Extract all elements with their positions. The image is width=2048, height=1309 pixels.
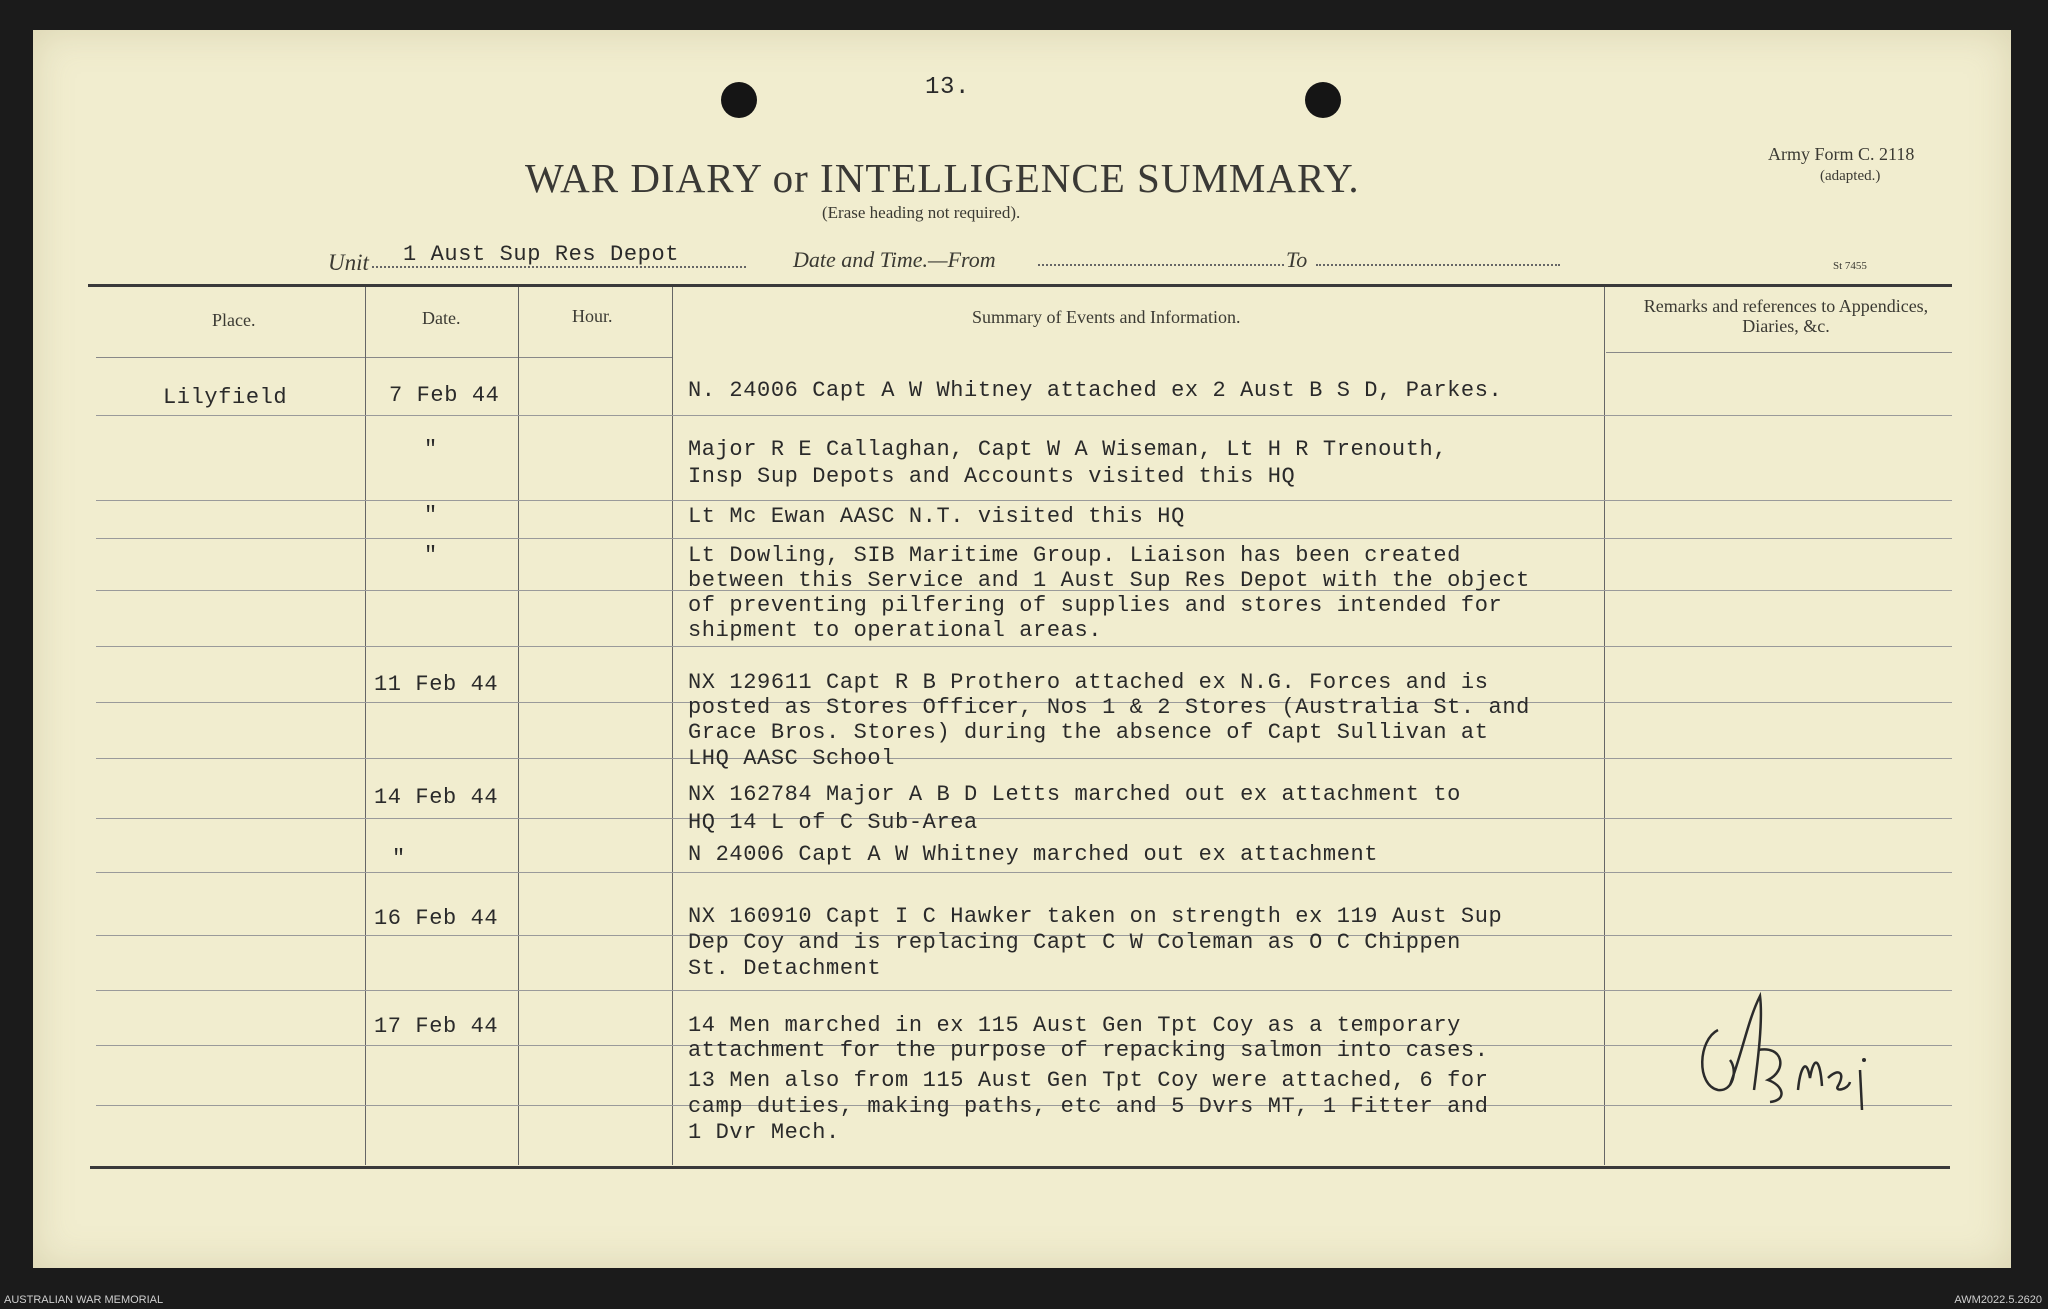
column-header-place: Place.	[212, 310, 256, 330]
footer-accession-number: AWM2022.5.2620	[1954, 1294, 2042, 1306]
ruled-line	[96, 758, 1952, 759]
punch-hole-left	[721, 82, 757, 118]
entry-date-ditto: "	[424, 503, 438, 528]
entry-place: Lilyfield	[163, 385, 288, 410]
ruled-line	[96, 818, 1952, 819]
entry-line: NX 162784 Major A B D Letts marched out ex attachment to	[688, 782, 1461, 807]
unit-label: Unit	[328, 250, 369, 275]
ruled-line	[96, 415, 1952, 416]
entry-date-ditto: "	[392, 846, 406, 871]
column-header-summary: Summary of Events and Information.	[972, 307, 1241, 327]
ruled-line	[96, 500, 1952, 501]
column-header-remarks: Remarks and references to Appendices, Diaries, &c.	[1643, 296, 1929, 336]
signature-image	[1688, 990, 1878, 1120]
entry-date: 16 Feb 44	[374, 906, 499, 931]
column-divider-4	[1604, 287, 1605, 1165]
entry-date: 14 Feb 44	[374, 785, 499, 810]
entry-line: Lt Mc Ewan AASC N.T. visited this HQ	[688, 504, 1185, 529]
column-divider-1	[365, 287, 366, 1165]
column-divider-3	[672, 287, 673, 1165]
entry-line: Lt Dowling, SIB Maritime Group. Liaison has been created	[688, 543, 1461, 568]
entry-line: posted as Stores Officer, Nos 1 & 2 Stores (Australia St. and	[688, 695, 1530, 720]
stock-code: St 7455	[1833, 260, 1867, 272]
entry-line: camp duties, making paths, etc and 5 Dvrs MT, 1 Fitter and	[688, 1094, 1489, 1119]
army-form-note: (adapted.)	[1820, 168, 1881, 184]
entry-line: Dep Coy and is replacing Capt C W Coleman as O C Chippen	[688, 930, 1461, 955]
header-underline-right	[1606, 352, 1952, 353]
page-number: 13.	[925, 74, 971, 101]
table-bottom-rule	[90, 1166, 1950, 1169]
to-label: To	[1286, 247, 1308, 272]
form-title: WAR DIARY or INTELLIGENCE SUMMARY.	[525, 155, 1360, 201]
entry-line: Insp Sup Depots and Accounts visited this HQ	[688, 464, 1296, 489]
entry-line: HQ 14 L of C Sub-Area	[688, 810, 978, 835]
unit-value: 1 Aust Sup Res Depot	[403, 242, 680, 267]
entry-line: 13 Men also from 115 Aust Gen Tpt Coy were attached, 6 for	[688, 1068, 1489, 1093]
entry-line: shipment to operational areas.	[688, 618, 1103, 643]
entry-date: 7 Feb 44	[389, 383, 500, 408]
entry-line: N 24006 Capt A W Whitney marched out ex attachment	[688, 842, 1379, 867]
header-underline-left	[96, 357, 672, 358]
entry-line: St. Detachment	[688, 956, 882, 981]
table-top-rule	[88, 284, 1952, 287]
army-form-number: Army Form C. 2118	[1768, 144, 1915, 164]
entry-line: LHQ AASC School	[688, 746, 896, 771]
footer-institution: AUSTRALIAN WAR MEMORIAL	[4, 1294, 164, 1306]
date-to-dotted-line	[1316, 264, 1560, 266]
ruled-line	[96, 872, 1952, 873]
punch-hole-right	[1305, 82, 1341, 118]
entry-date-ditto: "	[424, 437, 438, 462]
entry-line: N. 24006 Capt A W Whitney attached ex 2 Aust B S D, Parkes.	[688, 378, 1503, 403]
entry-line: NX 129611 Capt R B Prothero attached ex N.G. Forces and is	[688, 670, 1489, 695]
ruled-line	[96, 538, 1952, 539]
entry-line: attachment for the purpose of repacking salmon into cases.	[688, 1038, 1489, 1063]
entry-line: NX 160910 Capt I C Hawker taken on strength ex 119 Aust Sup	[688, 904, 1503, 929]
column-header-date: Date.	[422, 308, 461, 328]
entry-line: between this Service and 1 Aust Sup Res Depot with the object	[688, 568, 1530, 593]
entry-line: Major R E Callaghan, Capt W A Wiseman, Lt H R Trenouth,	[688, 437, 1448, 462]
entry-line: Grace Bros. Stores) during the absence of Capt Sullivan at	[688, 720, 1489, 745]
entry-line: 1 Dvr Mech.	[688, 1120, 840, 1145]
entry-date: 11 Feb 44	[374, 672, 499, 697]
entry-line: of preventing pilfering of supplies and stores intended for	[688, 593, 1503, 618]
column-header-hour: Hour.	[572, 306, 613, 326]
entry-date-ditto: "	[424, 543, 438, 568]
form-subtitle: (Erase heading not required).	[822, 203, 1021, 222]
date-time-label: Date and Time.—From	[793, 247, 996, 272]
entry-line: 14 Men marched in ex 115 Aust Gen Tpt Coy as a temporary	[688, 1013, 1461, 1038]
ruled-line	[96, 990, 1952, 991]
date-from-dotted-line	[1038, 264, 1284, 266]
column-divider-2	[518, 287, 519, 1165]
entry-date: 17 Feb 44	[374, 1014, 499, 1039]
ruled-line	[96, 646, 1952, 647]
